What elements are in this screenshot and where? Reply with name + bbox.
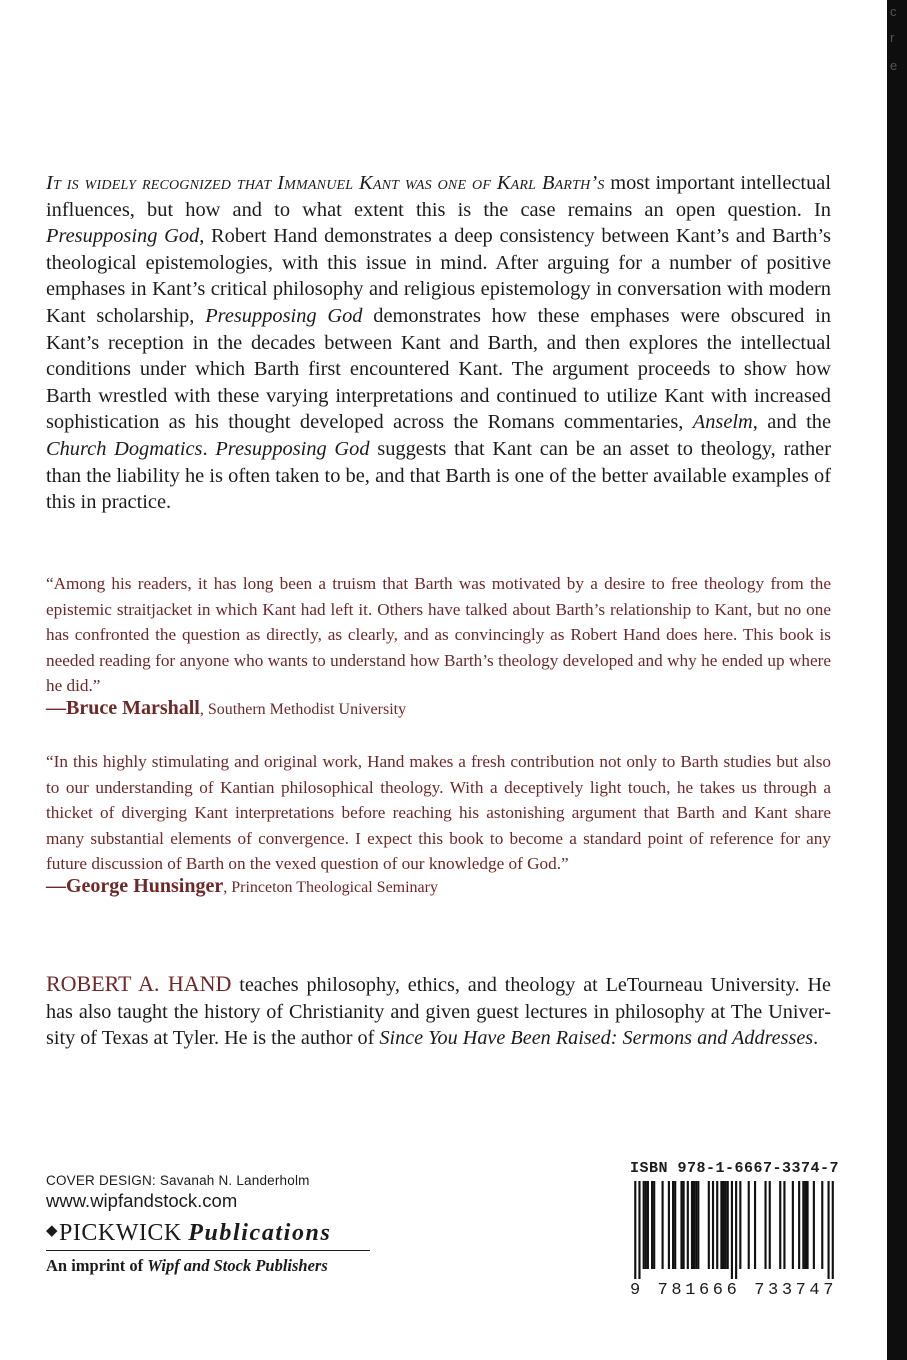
book-title: Since You Have Been Raised: Sermons and Addresses: [379, 1027, 814, 1050]
publisher-logo-icon: ◆: [46, 1223, 59, 1239]
barcode-guard-bar: [634, 1181, 636, 1279]
spine-letter: e: [890, 58, 898, 73]
isbn-label: ISBN 978-1-6667-3374-7: [630, 1160, 840, 1177]
barcode-guard-bar: [832, 1181, 834, 1279]
barcode-digits: 9 781666 733747: [630, 1281, 838, 1300]
barcode-bar: [651, 1181, 653, 1269]
publisher-block: [46, 1220, 370, 1276]
barcode-bar: [813, 1181, 815, 1269]
barcode-bar: [802, 1181, 804, 1269]
barcode-bar: [804, 1181, 806, 1269]
barcode-bar: [680, 1181, 682, 1269]
barcode-bar: [691, 1181, 693, 1269]
publisher-website: www.wipfandstock.com: [46, 1190, 238, 1211]
barcode-bar: [821, 1181, 823, 1269]
endorser-name: —Bruce Marshall: [46, 697, 200, 719]
barcode-bar: [720, 1181, 722, 1269]
barcode-bar: [662, 1181, 664, 1269]
book-title: Presupposing God: [215, 437, 370, 460]
barcode-guard-bar: [731, 1181, 733, 1279]
barcode-bar: [754, 1181, 756, 1269]
author-bio: ROBERT A. HAND teaches philosophy, ethics, and theology at LeTourneau University. He has also taught the history of Christianity and given guest lectures in philosophy at The University of Texas at Tyler. He is the author of Since You Have Been Raised: Sermons and Addresses.: [46, 971, 831, 1050]
endorsement-attribution: [46, 697, 406, 720]
barcode-bar: [708, 1181, 710, 1269]
publisher-name: ◆PICKWICK Publications: [46, 1220, 370, 1251]
barcode-bar: [643, 1181, 645, 1269]
barcode-bar: [739, 1181, 741, 1269]
barcode-bar: [668, 1181, 670, 1269]
barcode-bar: [647, 1181, 649, 1269]
barcode-bar: [674, 1181, 676, 1269]
barcode-bar: [683, 1181, 685, 1269]
barcode-bar: [653, 1181, 655, 1269]
barcode-bar: [806, 1181, 808, 1269]
barcode-bar: [712, 1181, 714, 1269]
barcode-bar: [687, 1181, 689, 1269]
imprint-name: Wipf and Stock Publishers: [147, 1256, 328, 1275]
barcode-bar: [672, 1181, 674, 1269]
barcode-bar: [779, 1181, 781, 1269]
barcode-bar: [764, 1181, 766, 1269]
barcode-guard-bar: [827, 1181, 829, 1279]
description-lead: It is widely recognized that Immanuel Kant was one of Karl Barth’s: [46, 172, 605, 194]
endorsement-quote: “Among his readers, it has long been a truism that Barth was motivated by a desire to free theology from the epistemic straitjacket in which Kant had left it. Others have talked about Barth’s relationship to Kant, but no one has confronted the question as directly, as clearly, and as convincingly as Robert Hand does here. This book is needed reading for anyone who wants to understand how Barth’s theology developed and why he ended up where he did.”: [46, 574, 831, 696]
endorser-name: —George Hunsinger: [46, 875, 224, 897]
barcode-bar: [792, 1181, 794, 1269]
book-title: Presupposing God: [205, 304, 363, 327]
work-title: Church Dogmatics: [46, 437, 203, 460]
barcode-bar: [725, 1181, 727, 1269]
barcode-bar: [693, 1181, 695, 1269]
book-description: It is widely recognized that Immanuel Kant was one of Karl Barth’s most important intellectual influences, but how and to what extent this is the case remains an open question. In Presupposing God, Robert Hand demonstrates a deep consistency between Kant’s and Barth’s theological epistemologies, with this issue in mind. After arguing for a number of positive emphases in Kant’s critical philosophy and religious epistemology in conversation with modern Kant scholarship, Presupposing God demonstrates how these emphases were obscured in Kant’s reception in the decades between Kant and Barth, and then explores the intellectual conditions under which Barth first encountered Kant. The argument proceeds to show how Barth wrestled with these varying interpretations and continued to utilize Kant with increased sophistication as his thought developed across the Romans commentaries, Anselm, and the Church Dogmatics. Presupposing God suggests that Kant can be an asset to theology, rather than the liability he is often taken to be, and that Barth is one of the better available examples of this in practice.: [46, 172, 831, 514]
barcode-bar: [695, 1181, 697, 1269]
barcode-bar: [697, 1181, 699, 1269]
barcode: [630, 1181, 838, 1279]
barcode-bar: [716, 1181, 718, 1269]
barcode-bar: [769, 1181, 771, 1269]
endorsement-quote: “In this highly stimulating and original work, Hand makes a fresh contribution not only to Barth studies but also to our understanding of Kantian philosophical theology. With a deceptively light touch, he takes us through a thicket of diverging Kant interpretations before reaching his astonishing argument that Barth and Kant share many substantial elements of convergence. I expect this book to become a standard point of reference for any future discussion of Barth on the vexed question of our knowledge of God.”: [46, 752, 831, 874]
barcode-guard-bar: [735, 1181, 737, 1279]
author-name: ROBERT A. HAND: [46, 971, 232, 996]
barcode-bar: [798, 1181, 800, 1269]
imprint-line: An imprint of Wipf and Stock Publishers: [46, 1256, 328, 1275]
credits: [46, 1173, 310, 1212]
barcode-bar: [727, 1181, 729, 1269]
book-title: Presupposing God: [46, 225, 200, 248]
barcode-bar: [722, 1181, 724, 1269]
work-title: Anselm: [692, 411, 753, 434]
endorsement-attribution: [46, 875, 438, 898]
cover-design-credit: COVER DESIGN: Savanah N. Landerholm: [46, 1173, 310, 1188]
barcode-bar: [645, 1181, 647, 1269]
endorser-affiliation: , Southern Methodist University: [199, 701, 407, 718]
spine-edge: [887, 0, 907, 1360]
isbn-barcode-block: [630, 1160, 840, 1300]
barcode-bar: [783, 1181, 785, 1269]
spine-letter: r: [890, 30, 895, 45]
spine-letter: c: [890, 4, 897, 19]
barcode-guard-bar: [638, 1181, 640, 1279]
barcode-bar: [748, 1181, 750, 1269]
endorser-affiliation: , Princeton Theological Seminary: [223, 879, 438, 896]
